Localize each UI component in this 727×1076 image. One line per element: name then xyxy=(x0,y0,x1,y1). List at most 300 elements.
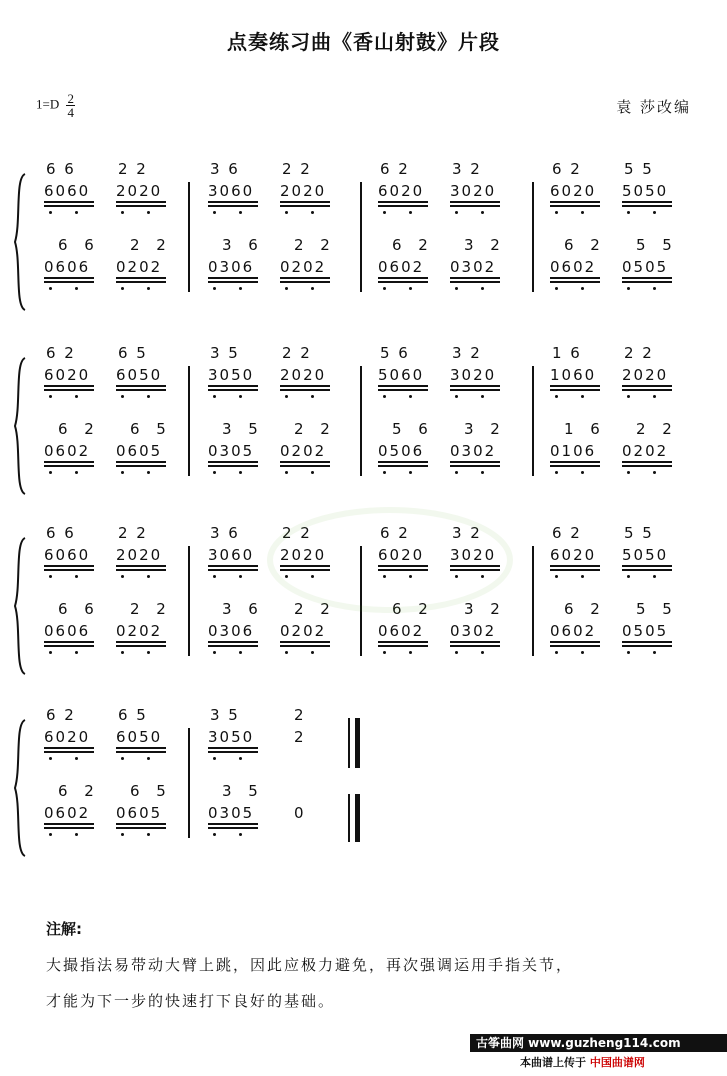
octave-dot xyxy=(49,833,52,836)
note-label: 1060 xyxy=(550,366,597,384)
underline xyxy=(116,827,166,829)
octave-dot xyxy=(239,395,242,398)
note-label: 2 xyxy=(294,728,306,746)
note-label: 6020 xyxy=(44,728,91,746)
underline xyxy=(44,751,94,753)
octave-dot xyxy=(581,575,584,578)
underline xyxy=(116,205,166,207)
upper-note-label: 6 2 xyxy=(46,706,76,724)
upper-note-label: 3 5 xyxy=(222,420,264,438)
underline xyxy=(550,281,600,283)
treble-group xyxy=(550,160,612,220)
bar-line xyxy=(188,728,190,838)
underline xyxy=(44,281,94,283)
underline xyxy=(44,747,94,749)
underline xyxy=(378,201,428,203)
underline xyxy=(44,641,94,643)
system-1 xyxy=(0,160,727,310)
octave-dot xyxy=(285,395,288,398)
upper-note-label: 6 2 xyxy=(552,160,582,178)
note-label: 2020 xyxy=(116,546,163,564)
time-signature xyxy=(66,92,75,119)
upper-note-label: 6 2 xyxy=(46,344,76,362)
upper-note-label: 1 6 xyxy=(564,420,606,438)
bass-group xyxy=(116,600,178,660)
upper-note-label: 3 6 xyxy=(210,160,240,178)
upper-note-label: 2 xyxy=(294,706,306,724)
final-bar-thick xyxy=(355,718,360,768)
octave-dot xyxy=(147,287,150,290)
underline xyxy=(550,641,600,643)
octave-dot xyxy=(239,287,242,290)
notes-line-1: 大撮指法易带动大臂上跳，因此应极力避免，再次强调运用手指关节， xyxy=(46,956,574,974)
upper-note-label: 3 2 xyxy=(464,600,506,618)
bass-group xyxy=(280,236,342,296)
octave-dot xyxy=(121,471,124,474)
note-label: 2020 xyxy=(116,182,163,200)
bass-group xyxy=(44,420,106,480)
octave-dot xyxy=(311,395,314,398)
note-label: 0202 xyxy=(116,258,163,276)
underline xyxy=(208,465,258,467)
upper-note-label: 2 2 xyxy=(294,236,336,254)
upper-note-label: 5 5 xyxy=(624,160,654,178)
underline xyxy=(208,747,258,749)
octave-dot xyxy=(555,471,558,474)
underline xyxy=(450,201,500,203)
octave-dot xyxy=(285,651,288,654)
note-label: 0602 xyxy=(550,258,597,276)
octave-dot xyxy=(311,211,314,214)
brace-icon xyxy=(12,172,28,312)
note-label: 2020 xyxy=(280,182,327,200)
underline xyxy=(622,281,672,283)
octave-dot xyxy=(49,575,52,578)
underline xyxy=(378,645,428,647)
bass-group xyxy=(550,236,612,296)
underline xyxy=(208,569,258,571)
underline xyxy=(116,389,166,391)
upper-note-label: 3 2 xyxy=(464,236,506,254)
underline xyxy=(550,465,600,467)
upper-note-label: 2 2 xyxy=(130,600,172,618)
upload-prefix: 本曲谱上传于 xyxy=(520,1056,586,1069)
underline xyxy=(450,461,500,463)
underline xyxy=(208,201,258,203)
bar-line xyxy=(532,366,534,476)
note-label: 2020 xyxy=(280,546,327,564)
upper-note-label: 2 2 xyxy=(636,420,678,438)
note-label: 0302 xyxy=(450,258,497,276)
note-label: 6050 xyxy=(116,366,163,384)
bass-group xyxy=(450,420,512,480)
note-label: 0305 xyxy=(208,804,255,822)
octave-dot xyxy=(555,395,558,398)
octave-dot xyxy=(581,287,584,290)
octave-dot xyxy=(239,575,242,578)
octave-dot xyxy=(49,287,52,290)
octave-dot xyxy=(409,211,412,214)
octave-dot xyxy=(213,575,216,578)
note-label: 0202 xyxy=(280,442,327,460)
underline xyxy=(44,389,94,391)
treble-group xyxy=(116,706,178,766)
system-2 xyxy=(0,344,727,494)
notes-line-2: 才能为下一步的快速打下良好的基础。 xyxy=(46,992,336,1010)
treble-group xyxy=(208,344,270,404)
note-label: 5060 xyxy=(378,366,425,384)
underline xyxy=(622,461,672,463)
octave-dot xyxy=(455,471,458,474)
underline xyxy=(208,827,258,829)
note-label: 6020 xyxy=(550,182,597,200)
note-label: 3060 xyxy=(208,182,255,200)
system-4 xyxy=(0,706,727,856)
time-top: 2 xyxy=(67,91,74,106)
underline xyxy=(622,645,672,647)
note-label: 0302 xyxy=(450,622,497,640)
upper-note-label: 2 2 xyxy=(118,524,148,542)
brace-icon xyxy=(12,718,28,858)
note-label: 0606 xyxy=(44,258,91,276)
octave-dot xyxy=(213,651,216,654)
octave-dot xyxy=(239,757,242,760)
upper-note-label: 5 6 xyxy=(392,420,434,438)
octave-dot xyxy=(481,287,484,290)
octave-dot xyxy=(213,211,216,214)
underline xyxy=(44,565,94,567)
underline xyxy=(550,277,600,279)
octave-dot xyxy=(409,471,412,474)
treble-group xyxy=(550,344,612,404)
octave-dot xyxy=(653,651,656,654)
note-label: 0605 xyxy=(116,804,163,822)
underline xyxy=(622,465,672,467)
octave-dot xyxy=(75,575,78,578)
underline xyxy=(550,565,600,567)
octave-dot xyxy=(311,471,314,474)
octave-dot xyxy=(627,211,630,214)
underline xyxy=(622,385,672,387)
octave-dot xyxy=(49,757,52,760)
upper-note-label: 2 2 xyxy=(282,160,312,178)
bass-group xyxy=(550,600,612,660)
treble-group xyxy=(280,344,342,404)
treble-group xyxy=(44,706,106,766)
underline xyxy=(44,201,94,203)
octave-dot xyxy=(555,651,558,654)
upper-note-label: 6 5 xyxy=(130,420,172,438)
underline xyxy=(208,565,258,567)
note-label: 3050 xyxy=(208,366,255,384)
upper-note-label: 6 6 xyxy=(46,160,76,178)
underline xyxy=(116,281,166,283)
brand-logo[interactable]: 中国曲谱网 xyxy=(589,1056,645,1069)
octave-dot xyxy=(75,395,78,398)
underline xyxy=(622,389,672,391)
upper-note-label: 6 2 xyxy=(380,524,410,542)
octave-dot xyxy=(455,395,458,398)
treble-group xyxy=(622,160,684,220)
octave-dot xyxy=(147,575,150,578)
time-bottom: 4 xyxy=(67,105,74,120)
octave-dot xyxy=(213,395,216,398)
underline xyxy=(550,385,600,387)
octave-dot xyxy=(627,287,630,290)
note-label: 5050 xyxy=(622,546,669,564)
note-label: 6050 xyxy=(116,728,163,746)
note-label: 0506 xyxy=(378,442,425,460)
note-label: 0505 xyxy=(622,258,669,276)
underline xyxy=(44,823,94,825)
brace-icon xyxy=(12,356,28,496)
upper-note-label: 3 2 xyxy=(464,420,506,438)
upper-note-label: 1 6 xyxy=(552,344,582,362)
octave-dot xyxy=(555,211,558,214)
note-label: 3060 xyxy=(208,546,255,564)
octave-dot xyxy=(383,211,386,214)
note-label: 6020 xyxy=(378,546,425,564)
upper-note-label: 2 2 xyxy=(624,344,654,362)
underline xyxy=(378,465,428,467)
upper-note-label: 2 2 xyxy=(130,236,172,254)
octave-dot xyxy=(75,757,78,760)
octave-dot xyxy=(653,471,656,474)
treble-group xyxy=(622,344,684,404)
underline xyxy=(280,201,330,203)
upper-note-label: 6 5 xyxy=(130,782,172,800)
octave-dot xyxy=(75,287,78,290)
upper-note-label: 3 5 xyxy=(210,706,240,724)
bass-group xyxy=(622,236,684,296)
underline xyxy=(280,281,330,283)
upper-note-label: 6 2 xyxy=(564,236,606,254)
octave-dot xyxy=(455,287,458,290)
underline xyxy=(622,277,672,279)
octave-dot xyxy=(75,211,78,214)
octave-dot xyxy=(383,651,386,654)
octave-dot xyxy=(49,651,52,654)
note-label: 0202 xyxy=(280,622,327,640)
octave-dot xyxy=(627,651,630,654)
octave-dot xyxy=(213,287,216,290)
octave-dot xyxy=(581,211,584,214)
underline xyxy=(550,645,600,647)
upper-note-label: 3 5 xyxy=(222,782,264,800)
underline xyxy=(44,277,94,279)
underline xyxy=(550,389,600,391)
footer-upload-note xyxy=(520,1054,645,1070)
note-label: 3020 xyxy=(450,546,497,564)
underline xyxy=(378,277,428,279)
underline xyxy=(378,641,428,643)
treble-group xyxy=(208,706,270,766)
bass-group xyxy=(116,236,178,296)
upper-note-label: 6 6 xyxy=(58,236,100,254)
treble-group xyxy=(208,160,270,220)
underline xyxy=(208,751,258,753)
underline xyxy=(450,385,500,387)
note-label: 3020 xyxy=(450,366,497,384)
octave-dot xyxy=(147,757,150,760)
treble-group xyxy=(116,160,178,220)
key-label: 1=D xyxy=(36,96,60,112)
octave-dot xyxy=(121,395,124,398)
underline xyxy=(450,277,500,279)
note-label: 0106 xyxy=(550,442,597,460)
note-label: 0606 xyxy=(44,622,91,640)
underline xyxy=(450,205,500,207)
octave-dot xyxy=(581,651,584,654)
octave-dot xyxy=(285,287,288,290)
bass-group xyxy=(280,420,342,480)
upper-note-label: 3 6 xyxy=(222,236,264,254)
note-label: 0306 xyxy=(208,258,255,276)
underline xyxy=(116,747,166,749)
octave-dot xyxy=(383,395,386,398)
upper-note-label: 2 2 xyxy=(294,420,336,438)
octave-dot xyxy=(49,211,52,214)
underline xyxy=(622,569,672,571)
bass-group xyxy=(116,782,178,842)
octave-dot xyxy=(555,575,558,578)
upper-note-label: 2 2 xyxy=(282,344,312,362)
underline xyxy=(44,205,94,207)
bar-line xyxy=(188,366,190,476)
underline xyxy=(116,465,166,467)
underline xyxy=(116,641,166,643)
treble-group xyxy=(450,344,512,404)
underline xyxy=(450,645,500,647)
octave-dot xyxy=(383,287,386,290)
octave-dot xyxy=(555,287,558,290)
octave-dot xyxy=(627,575,630,578)
octave-dot xyxy=(213,833,216,836)
treble-group xyxy=(550,524,612,584)
underline xyxy=(280,645,330,647)
octave-dot xyxy=(147,471,150,474)
upper-note-label: 6 5 xyxy=(118,706,148,724)
note-label: 0302 xyxy=(450,442,497,460)
note-label: 2020 xyxy=(622,366,669,384)
underline xyxy=(116,565,166,567)
octave-dot xyxy=(147,651,150,654)
upper-note-label: 2 2 xyxy=(118,160,148,178)
underline xyxy=(44,569,94,571)
octave-dot xyxy=(627,471,630,474)
note-label: 0202 xyxy=(116,622,163,640)
bar-line xyxy=(188,182,190,292)
underline xyxy=(44,827,94,829)
underline xyxy=(116,569,166,571)
underline xyxy=(116,645,166,647)
underline xyxy=(450,389,500,391)
octave-dot xyxy=(627,395,630,398)
note-label: 6020 xyxy=(378,182,425,200)
underline xyxy=(378,461,428,463)
upper-note-label: 5 5 xyxy=(636,600,678,618)
octave-dot xyxy=(49,395,52,398)
bass-group xyxy=(44,600,106,660)
underline xyxy=(44,645,94,647)
underline xyxy=(378,281,428,283)
underline xyxy=(280,389,330,391)
bar-line xyxy=(532,546,534,656)
underline xyxy=(116,201,166,203)
bar-line xyxy=(360,182,362,292)
upper-note-label: 6 2 xyxy=(58,420,100,438)
underline xyxy=(378,205,428,207)
note-label: 0306 xyxy=(208,622,255,640)
octave-dot xyxy=(121,287,124,290)
treble-group xyxy=(44,524,106,584)
octave-dot xyxy=(409,395,412,398)
underline xyxy=(280,205,330,207)
underline xyxy=(280,641,330,643)
octave-dot xyxy=(481,395,484,398)
note-label: 0602 xyxy=(550,622,597,640)
note-label: 3020 xyxy=(450,182,497,200)
note-label: 6020 xyxy=(550,546,597,564)
treble-group xyxy=(116,344,178,404)
bass-group xyxy=(280,782,342,842)
treble-group xyxy=(280,706,342,766)
underline xyxy=(378,385,428,387)
underline xyxy=(116,751,166,753)
footer-site-banner[interactable]: 古筝曲网 www.guzheng114.com xyxy=(470,1034,727,1052)
note-label: 0202 xyxy=(280,258,327,276)
underline xyxy=(208,645,258,647)
note-label: 5050 xyxy=(622,182,669,200)
underline xyxy=(622,641,672,643)
upper-note-label: 6 2 xyxy=(552,524,582,542)
octave-dot xyxy=(75,471,78,474)
note-label: 2020 xyxy=(280,366,327,384)
octave-dot xyxy=(653,211,656,214)
octave-dot xyxy=(653,287,656,290)
bass-group xyxy=(378,236,440,296)
bass-group xyxy=(378,420,440,480)
octave-dot xyxy=(147,395,150,398)
note-label: 3050 xyxy=(208,728,255,746)
octave-dot xyxy=(121,757,124,760)
watermark-logo xyxy=(260,500,520,620)
treble-group xyxy=(378,160,440,220)
treble-group xyxy=(280,160,342,220)
bass-group xyxy=(116,420,178,480)
octave-dot xyxy=(121,211,124,214)
octave-dot xyxy=(147,211,150,214)
bass-group xyxy=(44,782,106,842)
underline xyxy=(208,641,258,643)
octave-dot xyxy=(285,471,288,474)
upper-note-label: 5 5 xyxy=(636,236,678,254)
bar-line xyxy=(532,182,534,292)
octave-dot xyxy=(653,395,656,398)
note-label: 0202 xyxy=(622,442,669,460)
octave-dot xyxy=(285,211,288,214)
octave-dot xyxy=(75,651,78,654)
underline xyxy=(44,461,94,463)
underline xyxy=(208,281,258,283)
underline xyxy=(622,201,672,203)
bass-group xyxy=(44,236,106,296)
underline xyxy=(550,569,600,571)
treble-group xyxy=(44,344,106,404)
octave-dot xyxy=(239,471,242,474)
brace-icon xyxy=(12,536,28,676)
octave-dot xyxy=(581,471,584,474)
